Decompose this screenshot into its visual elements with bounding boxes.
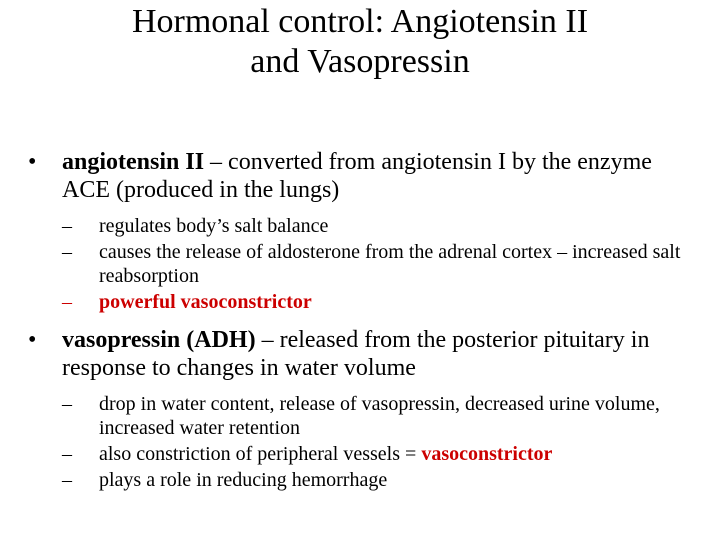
bullet-marker: • [28,327,37,353]
sub-item-text: plays a role in reducing hemorrhage [99,469,388,491]
sub-item-text: regulates body’s salt balance [99,215,329,237]
sub-item [62,468,699,492]
dash-marker: – [62,215,72,237]
bullet-text: – converted from angiotensin I by the enzyme ACE (produced in the lungs) [62,149,652,203]
bullet-marker: • [28,149,37,175]
bullet-term: angiotensin II [62,149,205,175]
sub-item-text: also constriction of peripheral vessels = [99,443,422,465]
sub-list-angiotensin [28,214,698,314]
bullet-term: vasopressin (ADH) [62,327,256,353]
sub-item-text: drop in water content, release of vasopressin, decreased urine volume, increased water retention [99,393,660,439]
sub-item-highlight [62,290,699,314]
sub-item-highlight: vasoconstrictor [421,443,553,465]
sub-item [62,240,699,288]
bullet-vasopressin [28,326,698,382]
sub-item [62,392,699,440]
dash-marker: – [62,469,72,491]
slide-title-line-1: Hormonal control: Angiotensin II [131,3,589,40]
slide-content [28,148,698,496]
bullet-text: – released from the posterior pituitary in response to changes in water volume [62,327,650,381]
slide-title [0,2,720,82]
dash-marker: – [62,291,72,313]
dash-marker: – [62,241,72,263]
slide-title-line-2: and Vasopressin [250,43,470,80]
sub-item-text: causes the release of aldosterone from the adrenal cortex – increased salt reabsorption [99,241,681,287]
sub-item [62,442,699,466]
sub-list-vasopressin [28,392,698,492]
sub-item-text: powerful vasoconstrictor [99,291,312,313]
dash-marker: – [62,393,72,415]
dash-marker: – [62,443,72,465]
bullet-angiotensin [28,148,698,204]
sub-item [62,214,699,238]
